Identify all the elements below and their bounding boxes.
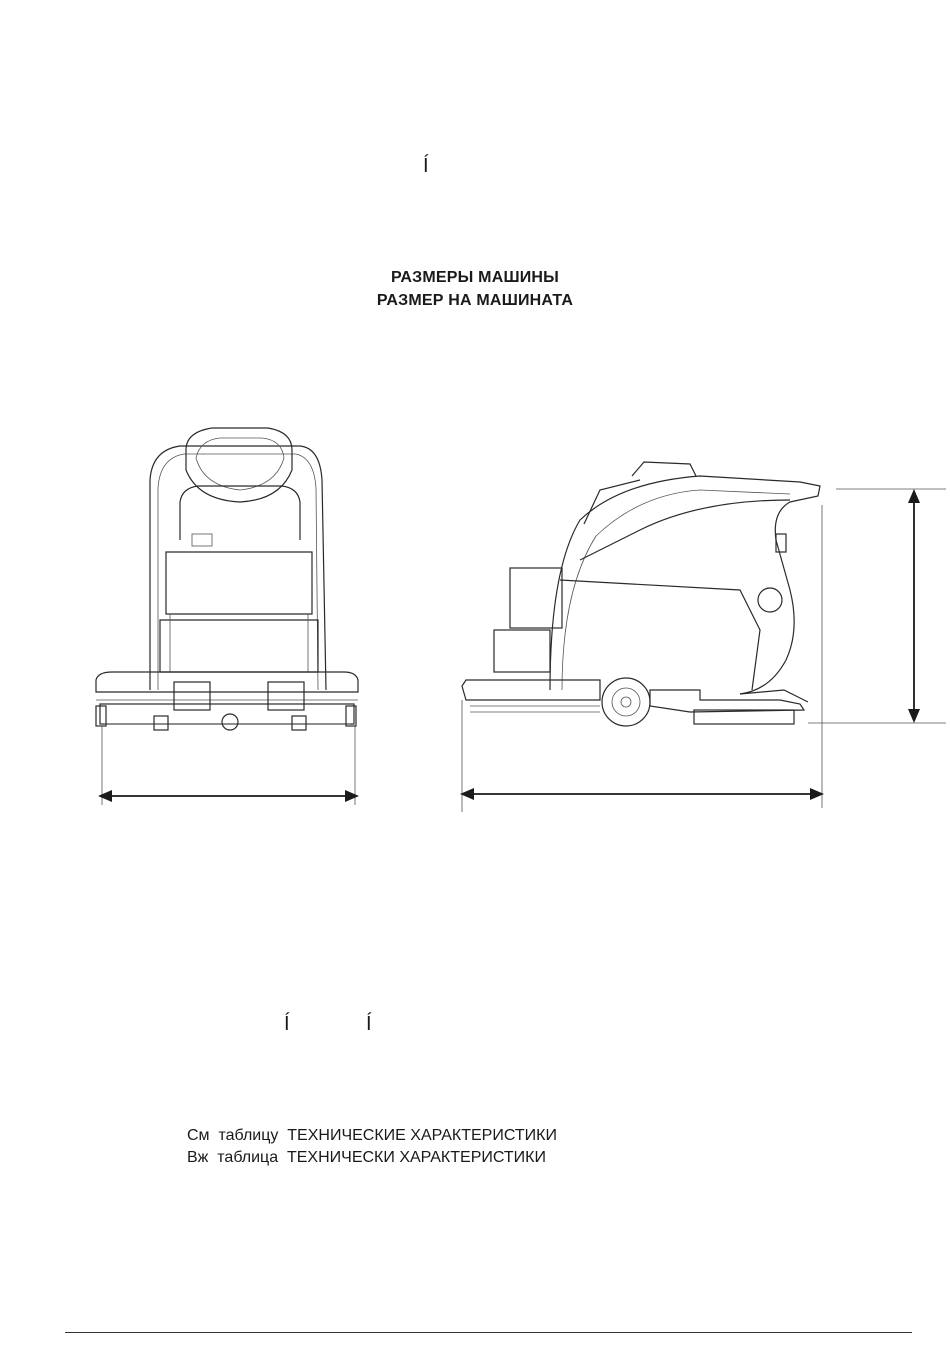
note-bg	[187, 1147, 546, 1169]
front-view-drawing	[96, 428, 359, 805]
note-ru	[187, 1125, 557, 1147]
title-bg: РАЗМЕР НА МАШИНАТА	[376, 292, 574, 309]
title-ru: РАЗМЕРЫ МАШИНЫ	[390, 269, 560, 286]
footer-rule	[65, 1332, 912, 1333]
note-bg-prefix: Вж таблица	[187, 1149, 279, 1166]
section-marker: Í	[423, 155, 429, 177]
side-view-drawing	[460, 462, 946, 812]
note-ru-prefix: См таблицу	[187, 1127, 279, 1144]
note-bg-text: ТЕХНИЧЕСКИ ХАРАКТЕРИСТИКИ	[286, 1149, 546, 1166]
marker-a: Í	[284, 1013, 290, 1035]
note-ru-text: ТЕХНИЧЕСКИЕ ХАРАКТЕРИСТИКИ	[287, 1127, 557, 1144]
marker-b: Í	[366, 1013, 372, 1035]
